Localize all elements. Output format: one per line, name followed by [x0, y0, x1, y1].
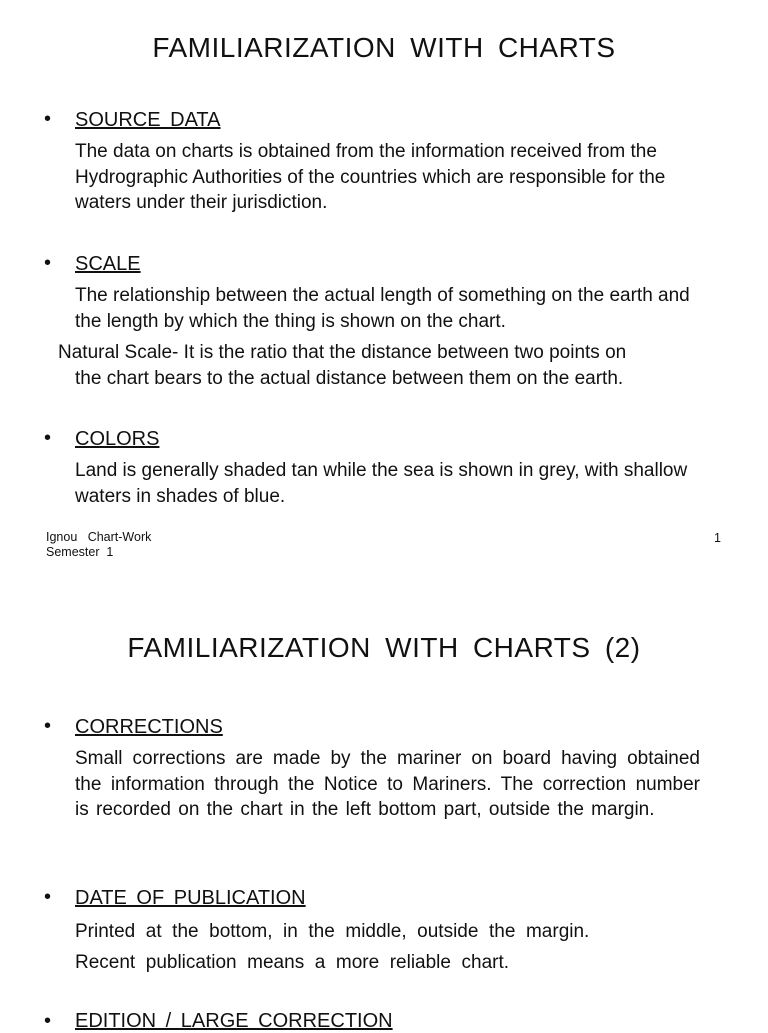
slide-title: FAMILIARIZATION WITH CHARTS (2) — [127, 632, 641, 663]
section-text-date-of-publication — [75, 916, 715, 978]
section-heading-edition: EDITION / LARGE CORRECTION — [75, 1010, 393, 1032]
section-heading-scale: SCALE — [75, 253, 141, 275]
section-text-source-data: The data on charts is obtained from the information received from the Hydrographic Authorities of the countries which are responsible for the waters under their jurisdiction. — [75, 141, 666, 213]
bullet-marker: • — [44, 886, 52, 908]
bullet-marker: • — [44, 715, 52, 737]
slide-footer — [46, 530, 151, 560]
bullet-marker: • — [44, 427, 52, 449]
slide-2 — [0, 600, 768, 1032]
natural-scale-note — [58, 340, 708, 391]
section-text-colors: Land is generally shaded tan while the sea is shown in grey, with shallow waters in shades of blue. — [75, 460, 688, 507]
date-of-publication-line-1: Printed at the bottom, in the middle, outside the margin. — [75, 921, 590, 942]
bullet-marker: • — [44, 1010, 52, 1032]
section-text-scale: The relationship between the actual length of something on the earth and the length by which the thing is shown on the chart. — [75, 285, 690, 332]
section-text-corrections: Small corrections are made by the mariner on board having obtained the information through the Notice to Mariners. The correction number is recorded on the chart in the left bottom part, outside the margin. — [75, 748, 700, 820]
bullet-marker: • — [44, 252, 52, 274]
footer-semester: Semester 1 — [46, 545, 114, 559]
section-heading-corrections: CORRECTIONS — [75, 716, 223, 738]
slide-title: FAMILIARIZATION WITH CHARTS — [152, 32, 616, 63]
natural-scale-line-1: Natural Scale- It is the ratio that the distance between two points on — [58, 342, 627, 363]
bullet-marker: • — [44, 108, 52, 130]
section-heading-source-data: SOURCE DATA — [75, 109, 221, 131]
section-heading-date-of-publication: DATE OF PUBLICATION — [75, 887, 306, 909]
page-number: 1 — [714, 531, 721, 545]
section-heading-colors: COLORS — [75, 428, 160, 450]
footer-course: Ignou Chart-Work — [46, 530, 152, 544]
date-of-publication-line-2: Recent publication means a more reliable chart. — [75, 952, 510, 973]
natural-scale-line-2: the chart bears to the actual distance between them on the earth. — [75, 367, 624, 389]
